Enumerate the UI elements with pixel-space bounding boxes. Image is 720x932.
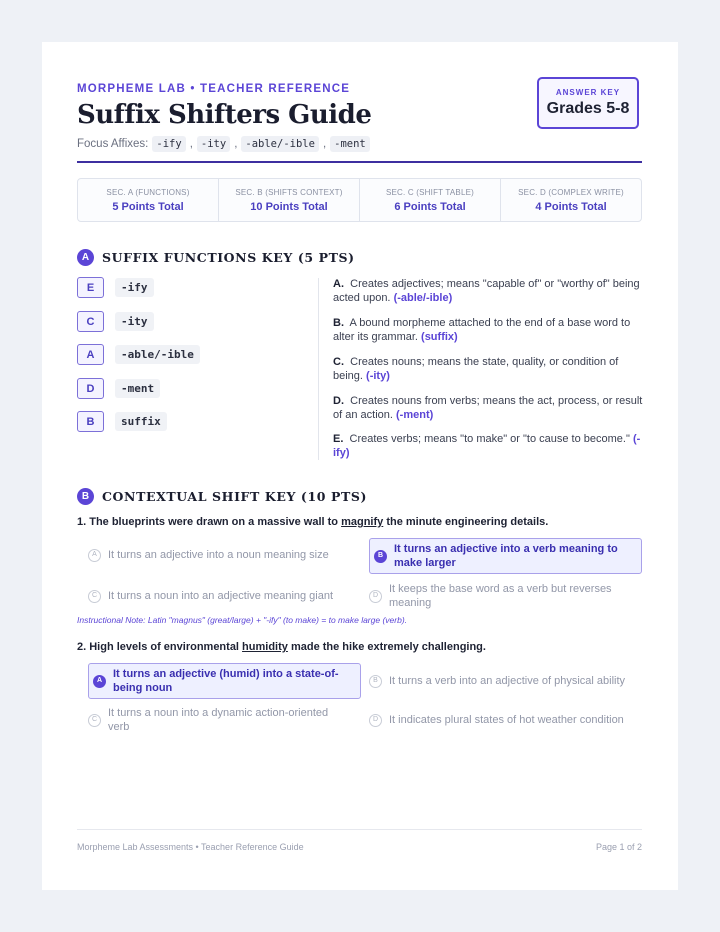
grade-range: Grades 5-8 xyxy=(546,100,630,117)
page-title: Suffix Shifters Guide xyxy=(77,100,372,130)
points-label: SEC. C (SHIFT TABLE) xyxy=(385,188,474,197)
definition-item xyxy=(333,317,643,344)
option-letter-circle: A xyxy=(88,549,101,562)
option-text: It turns an adjective into a verb meaning to make larger xyxy=(394,543,618,569)
match-row xyxy=(77,344,200,365)
affix-term: -able/-ible xyxy=(115,345,200,364)
definition-text: A bound morpheme attached to the end of a base word to alter its grammar. xyxy=(333,317,631,343)
points-value: 6 Points Total xyxy=(394,201,466,213)
affix-term: suffix xyxy=(115,412,167,431)
answer-key-box xyxy=(537,77,639,129)
points-label: SEC. D (COMPLEX WRITE) xyxy=(518,188,624,197)
answer-box: E xyxy=(77,277,104,298)
option-a-selected xyxy=(88,663,361,699)
definition-text: Creates nouns; means the state, quality, or condition of being. xyxy=(333,356,619,382)
option-letter-circle: B xyxy=(374,550,387,563)
target-word: magnify xyxy=(341,516,384,528)
option-letter-circle: D xyxy=(369,590,382,603)
option-b-selected xyxy=(369,538,642,574)
definition-item xyxy=(333,433,643,460)
option-text: It turns a noun into an adjective meaning giant xyxy=(108,590,334,602)
option-text: It turns a verb into an adjective of physical ability xyxy=(389,675,626,687)
header-kicker: MORPHEME LAB • TEACHER REFERENCE xyxy=(77,83,351,95)
affix-term: -ment xyxy=(115,379,160,398)
option-text: It turns a noun into a dynamic action-oriented verb xyxy=(108,707,329,733)
definition-answer: (-able/-ible) xyxy=(393,291,453,304)
section-a-heading xyxy=(77,249,355,266)
section-badge: B xyxy=(77,488,94,505)
definition-item xyxy=(333,356,643,383)
question-text: 1. The blueprints were drawn on a massive wall to xyxy=(77,516,342,528)
affix-chip: -ment xyxy=(330,136,370,152)
points-value: 4 Points Total xyxy=(535,201,607,213)
definition-letter: A. xyxy=(333,278,344,290)
points-summary xyxy=(77,178,642,222)
question-text: the minute engineering details. xyxy=(383,516,549,528)
definition-item xyxy=(333,278,643,305)
answer-box: A xyxy=(77,344,104,365)
points-cell xyxy=(78,179,219,221)
option-text: It turns an adjective (humid) into a state-of-being noun xyxy=(113,668,339,694)
definition-answer: (suffix) xyxy=(421,330,458,343)
instructional-note: Instructional Note: Latin "magnus" (great/large) + "-ify" (to make) = to make large (verb). xyxy=(77,615,408,625)
question-1-prompt xyxy=(77,516,548,528)
points-label: SEC. A (FUNCTIONS) xyxy=(106,188,190,197)
target-word: humidity xyxy=(242,641,288,653)
question-text: 2. High levels of environmental xyxy=(77,641,243,653)
definition-item xyxy=(333,395,643,422)
option-text: It turns an adjective into a noun meaning size xyxy=(108,549,329,561)
match-row xyxy=(77,277,154,298)
definition-letter: C. xyxy=(333,356,344,368)
match-row xyxy=(77,311,154,332)
points-cell xyxy=(360,179,501,221)
column-divider xyxy=(318,278,319,460)
definition-letter: E. xyxy=(333,433,344,445)
definition-answer: (-ity) xyxy=(366,369,390,382)
option-d xyxy=(369,579,642,613)
section-title: CONTEXTUAL SHIFT KEY (10 PTS) xyxy=(102,489,368,504)
points-label: SEC. B (SHIFTS CONTEXT) xyxy=(235,188,343,197)
section-b-heading xyxy=(77,488,367,505)
answer-box: D xyxy=(77,378,104,399)
section-title: SUFFIX FUNCTIONS KEY (5 PTS) xyxy=(102,250,355,265)
match-row xyxy=(77,378,160,399)
option-a xyxy=(88,538,348,572)
affix-term: -ify xyxy=(115,278,154,297)
definition-text: Creates nouns from verbs; means the act, process, or result of an action. xyxy=(333,395,643,421)
points-value: 10 Points Total xyxy=(250,201,328,213)
footer-source: Morpheme Lab Assessments • Teacher Reference Guide xyxy=(77,842,304,852)
points-cell xyxy=(219,179,360,221)
footer-divider xyxy=(77,829,642,830)
points-cell xyxy=(501,179,641,221)
option-c xyxy=(88,703,348,737)
answer-box: B xyxy=(77,411,104,432)
points-value: 5 Points Total xyxy=(112,201,184,213)
worksheet-page xyxy=(42,42,678,890)
definition-text: Creates adjectives; means "capable of" or "worthy of" being acted upon. xyxy=(333,278,640,304)
definition-answer: (-ment) xyxy=(396,408,434,421)
affix-term: -ity xyxy=(115,312,154,331)
affix-chip: -able/-ible xyxy=(241,136,319,152)
option-letter-circle: D xyxy=(369,714,382,727)
option-text: It indicates plural states of hot weather condition xyxy=(389,714,624,726)
option-c xyxy=(88,579,348,613)
option-d xyxy=(369,703,642,737)
question-2-prompt xyxy=(77,641,486,653)
option-b xyxy=(369,664,642,698)
focus-label: Focus Affixes: xyxy=(77,138,149,150)
focus-affixes: Focus Affixes: -ify , -ity , -able/-ible , -ment xyxy=(77,136,370,152)
definition-letter: B. xyxy=(333,317,344,329)
definition-answer: (-ify) xyxy=(333,433,641,459)
option-letter-circle: C xyxy=(88,590,101,603)
answer-key-label: ANSWER KEY xyxy=(555,88,621,97)
option-letter-circle: B xyxy=(369,675,382,688)
section-badge: A xyxy=(77,249,94,266)
affix-chip: -ity xyxy=(197,136,230,152)
option-letter-circle: A xyxy=(93,675,106,688)
definition-text: Creates verbs; means "to make" or "to cause to become." xyxy=(349,433,630,445)
header-divider xyxy=(77,161,642,163)
answer-box: C xyxy=(77,311,104,332)
option-text: It keeps the base word as a verb but reverses meaning xyxy=(389,583,612,609)
option-letter-circle: C xyxy=(88,714,101,727)
page-number: Page 1 of 2 xyxy=(595,842,642,852)
question-text: made the hike extremely challenging. xyxy=(287,641,486,653)
match-row xyxy=(77,411,167,432)
affix-chip: -ify xyxy=(152,136,185,152)
definition-letter: D. xyxy=(333,395,344,407)
